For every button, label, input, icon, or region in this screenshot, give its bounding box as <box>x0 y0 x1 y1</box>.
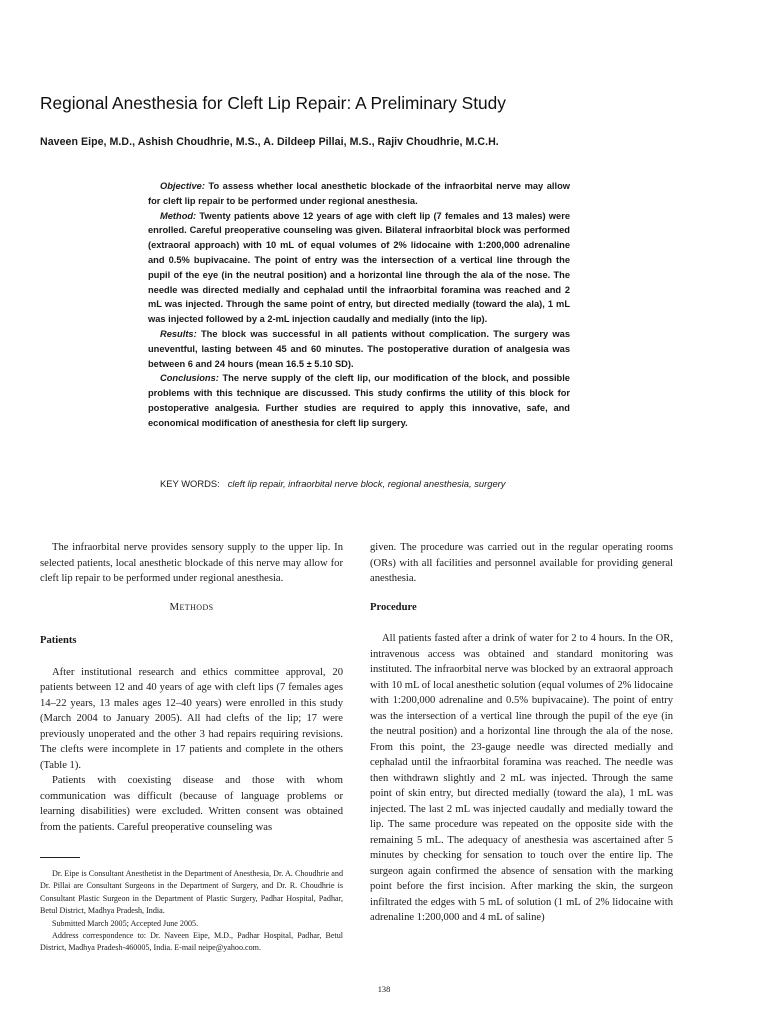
patients-paragraph-2: Patients with coexisting disease and those with whom communication was difficult (because of language problems or learning disabilities) were excluded. Written consent was obtained from the patients. Careful preoperative counseling was <box>40 775 343 833</box>
objective-text: To assess whether local anesthetic blockade of the infraorbital nerve may allow for cleft lip repair to be performed under regional anesthesia. <box>148 181 570 206</box>
article-title: Regional Anesthesia for Cleft Lip Repair: A Preliminary Study <box>40 93 506 113</box>
procedure-heading: Procedure <box>370 601 417 613</box>
page-number: 138 <box>377 985 391 994</box>
abstract-method <box>148 209 570 327</box>
objective-label: Objective: <box>160 181 205 191</box>
abstract-results <box>148 327 570 371</box>
keywords-text: cleft lip repair, infraorbital nerve block, regional anesthesia, surgery <box>227 478 506 489</box>
left-column <box>40 540 343 835</box>
keywords <box>160 477 580 491</box>
keywords-label: KEY WORDS: <box>160 478 220 489</box>
methods-heading: Methods <box>169 600 214 613</box>
method-text: Twenty patients above 12 years of age with cleft lip (7 females and 13 males) were enrolled. Careful preoperative counseling was given. Bilateral infraorbital block was performed (extraoral approach) with 10 mL of equal volumes of 2% lidocaine with 1:200,000 adrenaline and 0.5% bupivacaine. The point of entry was the intersection of a vertical line through the pupil of the eye (in the neutral position) and a horizontal line through the ala of the nose. The needle was directed medially and cephalad until the infraorbital foramina was reached and 2 mL was injected. Through the same point of entry, but directed medially (toward the ala), 1 mL was injected followed by a 2-mL injection caudally and medially (into the lip). <box>148 210 570 325</box>
results-text: The block was successful in all patients without complication. The surgery was uneventful, lasting between 45 and 60 minutes. The postoperative duration of analgesia was between 6 and 24 hours (mean 16.5 ± 5.10 SD). <box>148 328 570 369</box>
footnote-rule <box>40 857 80 858</box>
continued-paragraph: given. The procedure was carried out in the regular operating rooms (ORs) with all facilities and personnel available for providing general anesthesia. <box>370 542 673 584</box>
results-label: Results: <box>160 328 197 339</box>
intro-paragraph: The infraorbital nerve provides sensory supply to the upper lip. In selected patients, local anesthetic blockade of this nerve may allow for cleft lip repair to be performed under regional anesthesia. <box>40 542 343 584</box>
patients-heading: Patients <box>40 635 77 646</box>
footnotes <box>40 868 343 955</box>
footnote-affiliation: Dr. Eipe is Consultant Anesthetist in the Department of Anesthesia, Dr. A. Choudhrie and Dr. Pillai are Consultant Surgeons in the Department of Surgery, and Dr. R. Choudhrie is Consultant Plastic Surgeon in the Department of Plastic Surgery, Padhar Hospital, Padhar, Betul District, Madhya Pradesh, India. <box>40 869 343 916</box>
footnote-correspondence: Address correspondence to: Dr. Naveen Eipe, M.D., Padhar Hospital, Padhar, Betul District, Madhya Pradesh-460005, India. E-mail neipe@yahoo.com. <box>40 931 343 953</box>
abstract-conclusions <box>148 371 570 430</box>
footnote-submitted: Submitted March 2005; Accepted June 2005. <box>52 918 199 928</box>
abstract-objective <box>148 179 570 209</box>
method-label: Method: <box>160 210 197 221</box>
author-list: Naveen Eipe, M.D., Ashish Choudhrie, M.S., A. Dildeep Pillai, M.S., Rajiv Choudhrie, M.C.H. <box>40 136 499 148</box>
patients-paragraph-1: After institutional research and ethics committee approval, 20 patients between 12 and 40 years of age with cleft lips (7 females ages 14–22 years, 13 males ages 12–40 years) were enrolled in this study (March 2004 to January 2005). All had clefts of the lip; 17 were previously unoperated and the other 3 had repairs requiring revisions. The clefts were incomplete in 17 patients and complete in the others (Table 1). <box>40 666 343 771</box>
right-column <box>370 540 673 926</box>
procedure-paragraph: All patients fasted after a drink of water for 2 to 4 hours. In the OR, intravenous access was obtained and standard monitoring was instituted. The infraorbital nerve was blocked by an extraoral approach with 10 mL of local anesthetic solution (equal volumes of 2% lidocaine with 1:200,000 adrenaline and 0.5% bupivacaine). The point of entry was the intersection of a vertical line through the pupil of the eye (in the neutral position) and a horizontal line through the ala of the nose. From this point, the 23-gauge needle was directed medially and cephalad until the infraorbital foramina was reached. The needle was then withdrawn slightly and 2 mL was injected. Through the same point of skin entry, but directed medially (toward the ala), 1 mL was injected. The last 2 mL was injected caudally and medially toward the lip. The same procedure was repeated on the opposite side with the remaining 5 mL. The adequacy of anesthesia was ascertained after 5 minutes by checking for sensation to touch over the entire lip. The surgeon again confirmed the absence of sensation with the marking point before the first incision. After marking the skin, the surgeon infiltrated the edges with 5 mL of solution (1 mL of 2% lidocaine with adrenaline 1:200,000 and 4 mL of saline) <box>370 633 673 923</box>
abstract <box>148 179 570 431</box>
conclusions-label: Conclusions: <box>160 373 219 384</box>
conclusions-text: The nerve supply of the cleft lip, our modification of the block, and possible problems with this technique are discussed. This study confirms the utility of this block for postoperative analgesia. Further studies are required to apply this innovative, safe, and economical modification of anesthesia for cleft lip surgery. <box>148 373 570 428</box>
